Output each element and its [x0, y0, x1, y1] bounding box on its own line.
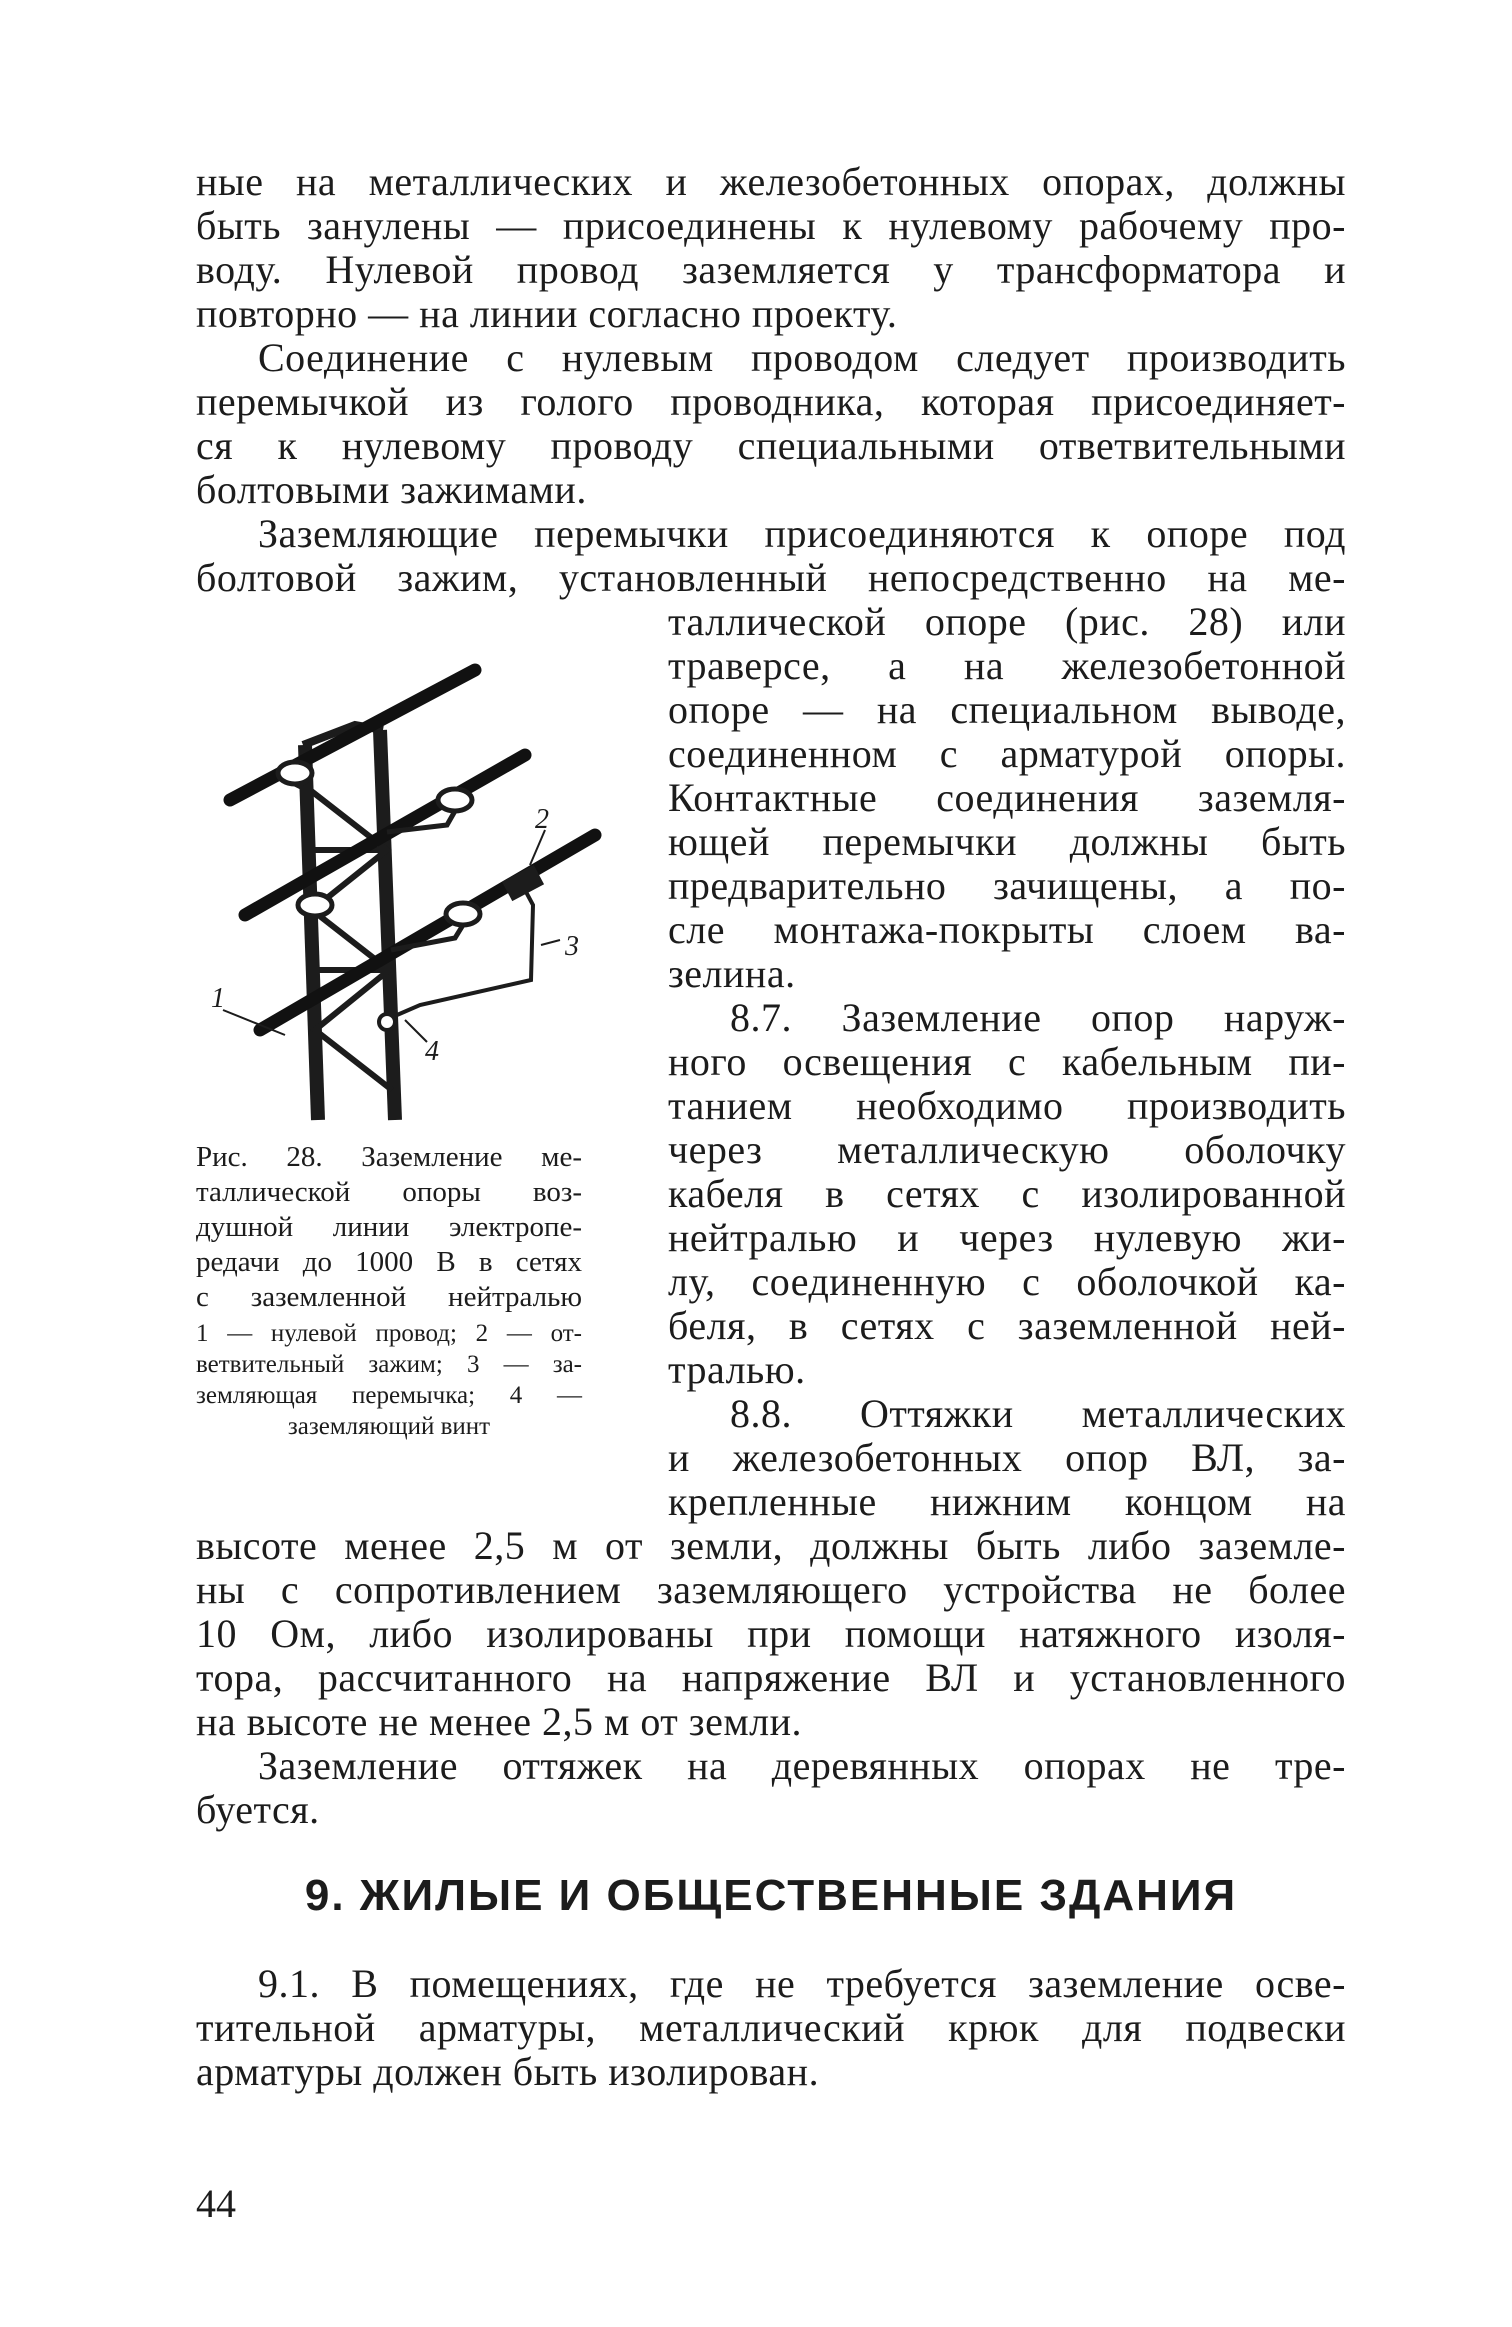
text-line: 8.7. Заземление опор наруж- [730, 995, 1346, 1040]
text-line: буется. [196, 1787, 320, 1832]
text-line: тора, рассчитанного на напряжение ВЛ и установленного [196, 1655, 1346, 1700]
text-line: соединенном с арматурой опоры. [668, 731, 1346, 776]
text-line: лу, соединенную с оболочкой ка- [668, 1259, 1346, 1304]
wire-top [230, 670, 475, 800]
text-line: через металлическую оболочку [668, 1127, 1346, 1172]
section-heading: 9. ЖИЛЫЕ И ОБЩЕСТВЕННЫЕ ЗДАНИЯ [304, 1871, 1238, 1920]
text-line: тралью. [668, 1347, 806, 1392]
text-line: болтовой зажим, установленный непосредственно на ме- [196, 555, 1346, 600]
text-line: высоте менее 2,5 м от земли, должны быть либо заземле- [196, 1523, 1346, 1568]
text-line: ся к нулевому проводу специальными ответвительными [196, 423, 1346, 468]
figure-caption: с заземленной нейтралью [196, 1281, 582, 1313]
figure-legend: земляющая перемычка; 4 — [196, 1382, 582, 1409]
text-line: Соединение с нулевым проводом следует производить [258, 335, 1346, 380]
text-line: сле монтажа-покрыты слоем ва- [668, 907, 1346, 952]
grounding-screw-icon [379, 1014, 395, 1030]
figure-caption: душной линии электропе- [196, 1211, 582, 1243]
text-line: 10 Ом, либо изолированы при помощи натяжного изоля- [196, 1611, 1346, 1656]
text-line: крепленные нижним концом на [668, 1479, 1346, 1524]
figure-caption: Рис. 28. Заземление ме- [196, 1141, 582, 1173]
text-line: ные на металлических и железобетонных опорах, должны [196, 159, 1346, 204]
figure-legend: заземляющий винт [287, 1413, 491, 1440]
text-line: арматуры должен быть изолирован. [196, 2049, 820, 2094]
text-line: тительной арматуры, металлический крюк для подвески [196, 2005, 1346, 2050]
figure-label: 4 [425, 1036, 439, 1067]
text-line: на высоте не менее 2,5 м от земли. [196, 1699, 803, 1744]
figure-caption: таллической опоры воз- [196, 1176, 582, 1208]
figure-legend: 1 — нулевой провод; 2 — от- [196, 1320, 582, 1347]
text-line: нейтралью и через нулевую жи- [668, 1215, 1346, 1260]
text-line: ны с сопротивлением заземляющего устройства не более [196, 1567, 1346, 1612]
text-line: ного освещения с кабельным пи- [668, 1039, 1346, 1084]
figure-label: 2 [535, 804, 549, 835]
text-line: танием необходимо производить [668, 1083, 1346, 1128]
text-line: болтовыми зажимами. [196, 467, 587, 512]
text-line: воду. Нулевой провод заземляется у трансформатора и [196, 247, 1346, 292]
text-line: зелина. [668, 951, 796, 996]
text-line: опоре — на специальном выводе, [668, 687, 1346, 732]
page-number: 44 [196, 2181, 236, 2226]
text-line: Контактные соединения заземля- [668, 775, 1346, 820]
text-line: 8.8. Оттяжки металлических [730, 1391, 1346, 1436]
pole-right-leg [380, 730, 395, 1120]
figure-label: 1 [211, 983, 225, 1014]
text-line: повторно — на линии согласно проекту. [196, 291, 898, 336]
text-line: Заземляющие перемычки присоединяются к опоре под [258, 511, 1346, 556]
pole-illustration [211, 650, 615, 1120]
text-line: беля, в сетях с заземленной ней- [668, 1303, 1346, 1348]
text-line: быть занулены — присоединены к нулевому рабочему про- [196, 203, 1346, 248]
text-line: и железобетонных опор ВЛ, за- [668, 1435, 1346, 1480]
text-line: ющей перемычки должны быть [668, 819, 1346, 864]
text-line: таллической опоре (рис. 28) или [668, 599, 1346, 644]
text-line: траверсе, а на железобетонной [668, 643, 1346, 688]
text-line: кабеля в сетях с изолированной [668, 1171, 1346, 1216]
figure-caption: редачи до 1000 В в сетях [196, 1246, 582, 1278]
text-line: перемычкой из голого проводника, которая присоединяет- [196, 379, 1346, 424]
text-line: предварительно зачищены, а по- [668, 863, 1346, 908]
text-line: 9.1. В помещениях, где не требуется заземление осве- [258, 1961, 1346, 2006]
text-line: Заземление оттяжек на деревянных опорах не тре- [258, 1743, 1346, 1788]
figure-label: 3 [565, 931, 579, 962]
figure-legend: ветвительный зажим; 3 — за- [196, 1351, 582, 1378]
